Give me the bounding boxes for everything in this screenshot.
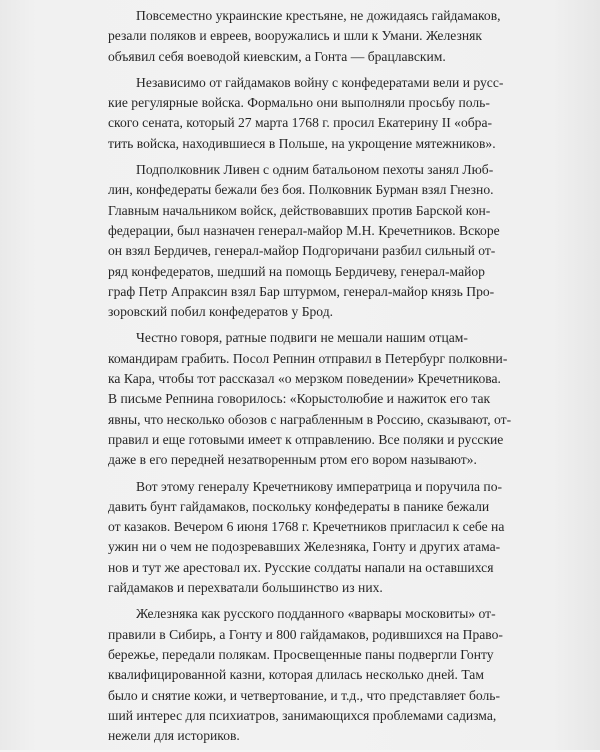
body-text	[80, 6, 520, 752]
text-line: Независимо от гайдамаков войну с конфедератами вели и русс-	[136, 74, 504, 90]
text-line: Главным начальником войск, действовавших против Барской кон-	[108, 202, 491, 218]
text-line: зоровский побил конфедератов у Брод.	[108, 304, 334, 320]
text-line: правили в Сибирь, а Гонту и 800 гайдамаков, родившихся на Право-	[108, 626, 503, 642]
text-line: от казаков. Вечером 6 июня 1768 г. Кречетников пригласил к себе на	[108, 519, 505, 535]
text-line: Честно говоря, ратные подвиги не мешали нашим отцам-	[136, 330, 468, 346]
text-line: командирам грабить. Посол Репнин отправил в Петербург полковни-	[108, 350, 508, 366]
text-line: нов и тут же арестовал их. Русские солдаты напали на оставшихся	[108, 559, 494, 575]
text-line: ужин ни о чем не подозревавших Железняка, Гонту и других атама-	[108, 539, 501, 555]
paragraph-2	[80, 73, 520, 154]
text-line: правил и еще готовыми имеет к отправлению. Все поляки и русские	[108, 431, 504, 447]
text-line: ряд конфедератов, шедший на помощь Бердичеву, генерал-майор	[108, 263, 485, 279]
text-line: Повсеместно украинские крестьяне, не дожидаясь гайдамаков,	[136, 8, 501, 23]
text-line: гайдамаков и перехватали большинство из них.	[108, 580, 383, 596]
text-line: ший интерес для психиатров, занимающихся проблемами садизма,	[108, 707, 497, 723]
text-line: лин, конфедераты бежали без боя. Полковник Бурман взял Гнезно.	[108, 182, 494, 198]
text-line: Железняка как русского подданного «варвары московиты» от-	[136, 606, 496, 622]
text-line: ского сената, который 27 марта 1768 г. просил Екатерину II «обра-	[108, 115, 493, 131]
paragraph-1	[80, 6, 520, 67]
text-line: было и снятие кожи, и четвертование, и т.д., что представляет боль-	[108, 687, 501, 703]
paragraph-6	[80, 604, 520, 746]
text-line: федерации, был назначен генерал-майор М.Н. Кречетников. Вскоре	[108, 222, 500, 238]
paragraph-5	[80, 477, 520, 599]
text-line: он взял Бердичев, генерал-майор Подгоричани разбил сильный от-	[108, 243, 496, 259]
text-line: даже в его передней незатворенным ртом его вором называют».	[108, 452, 477, 468]
text-line: В письме Репнина говорилось: «Корыстолюбие и нажиток его так	[108, 391, 491, 407]
text-line: граф Петр Апраксин взял Бар штурмом, генерал-майор князь Про-	[108, 283, 495, 299]
text-line: Подполковник Ливен с одним батальоном пехоты занял Люб-	[136, 162, 494, 178]
text-line: Вот этому генералу Кречетникову императрица и поручила по-	[136, 478, 503, 494]
text-line: нежели для историков.	[108, 728, 240, 744]
text-line: явны, что несколько обозов с награбленным в Россию, сказывают, от-	[108, 411, 512, 427]
text-line: кие регулярные войска. Формально они выполняли просьбу поль-	[108, 95, 490, 111]
text-line: бережье, передали полякам. Просвещенные паны подвергли Гонту	[108, 646, 494, 662]
text-line: ка Кара, чтобы тот рассказал «о мерзком поведении» Кречетникова.	[108, 371, 501, 387]
text-line: объявил себя воеводой киевским, а Гонта — брацлавским.	[108, 48, 446, 64]
paragraph-4	[80, 328, 520, 470]
text-line: резали поляков и евреев, вооружались и шли к Умани. Железняк	[108, 28, 482, 44]
text-line: квалифицированной казни, которая длилась несколько дней. Там	[108, 667, 484, 683]
text-line: тить войска, находившиеся в Польше, на укрощение мятежников».	[108, 135, 496, 151]
text-line: давить бунт гайдамаков, поскольку конфедераты в панике бежали	[108, 498, 490, 514]
paragraph-3	[80, 160, 520, 322]
